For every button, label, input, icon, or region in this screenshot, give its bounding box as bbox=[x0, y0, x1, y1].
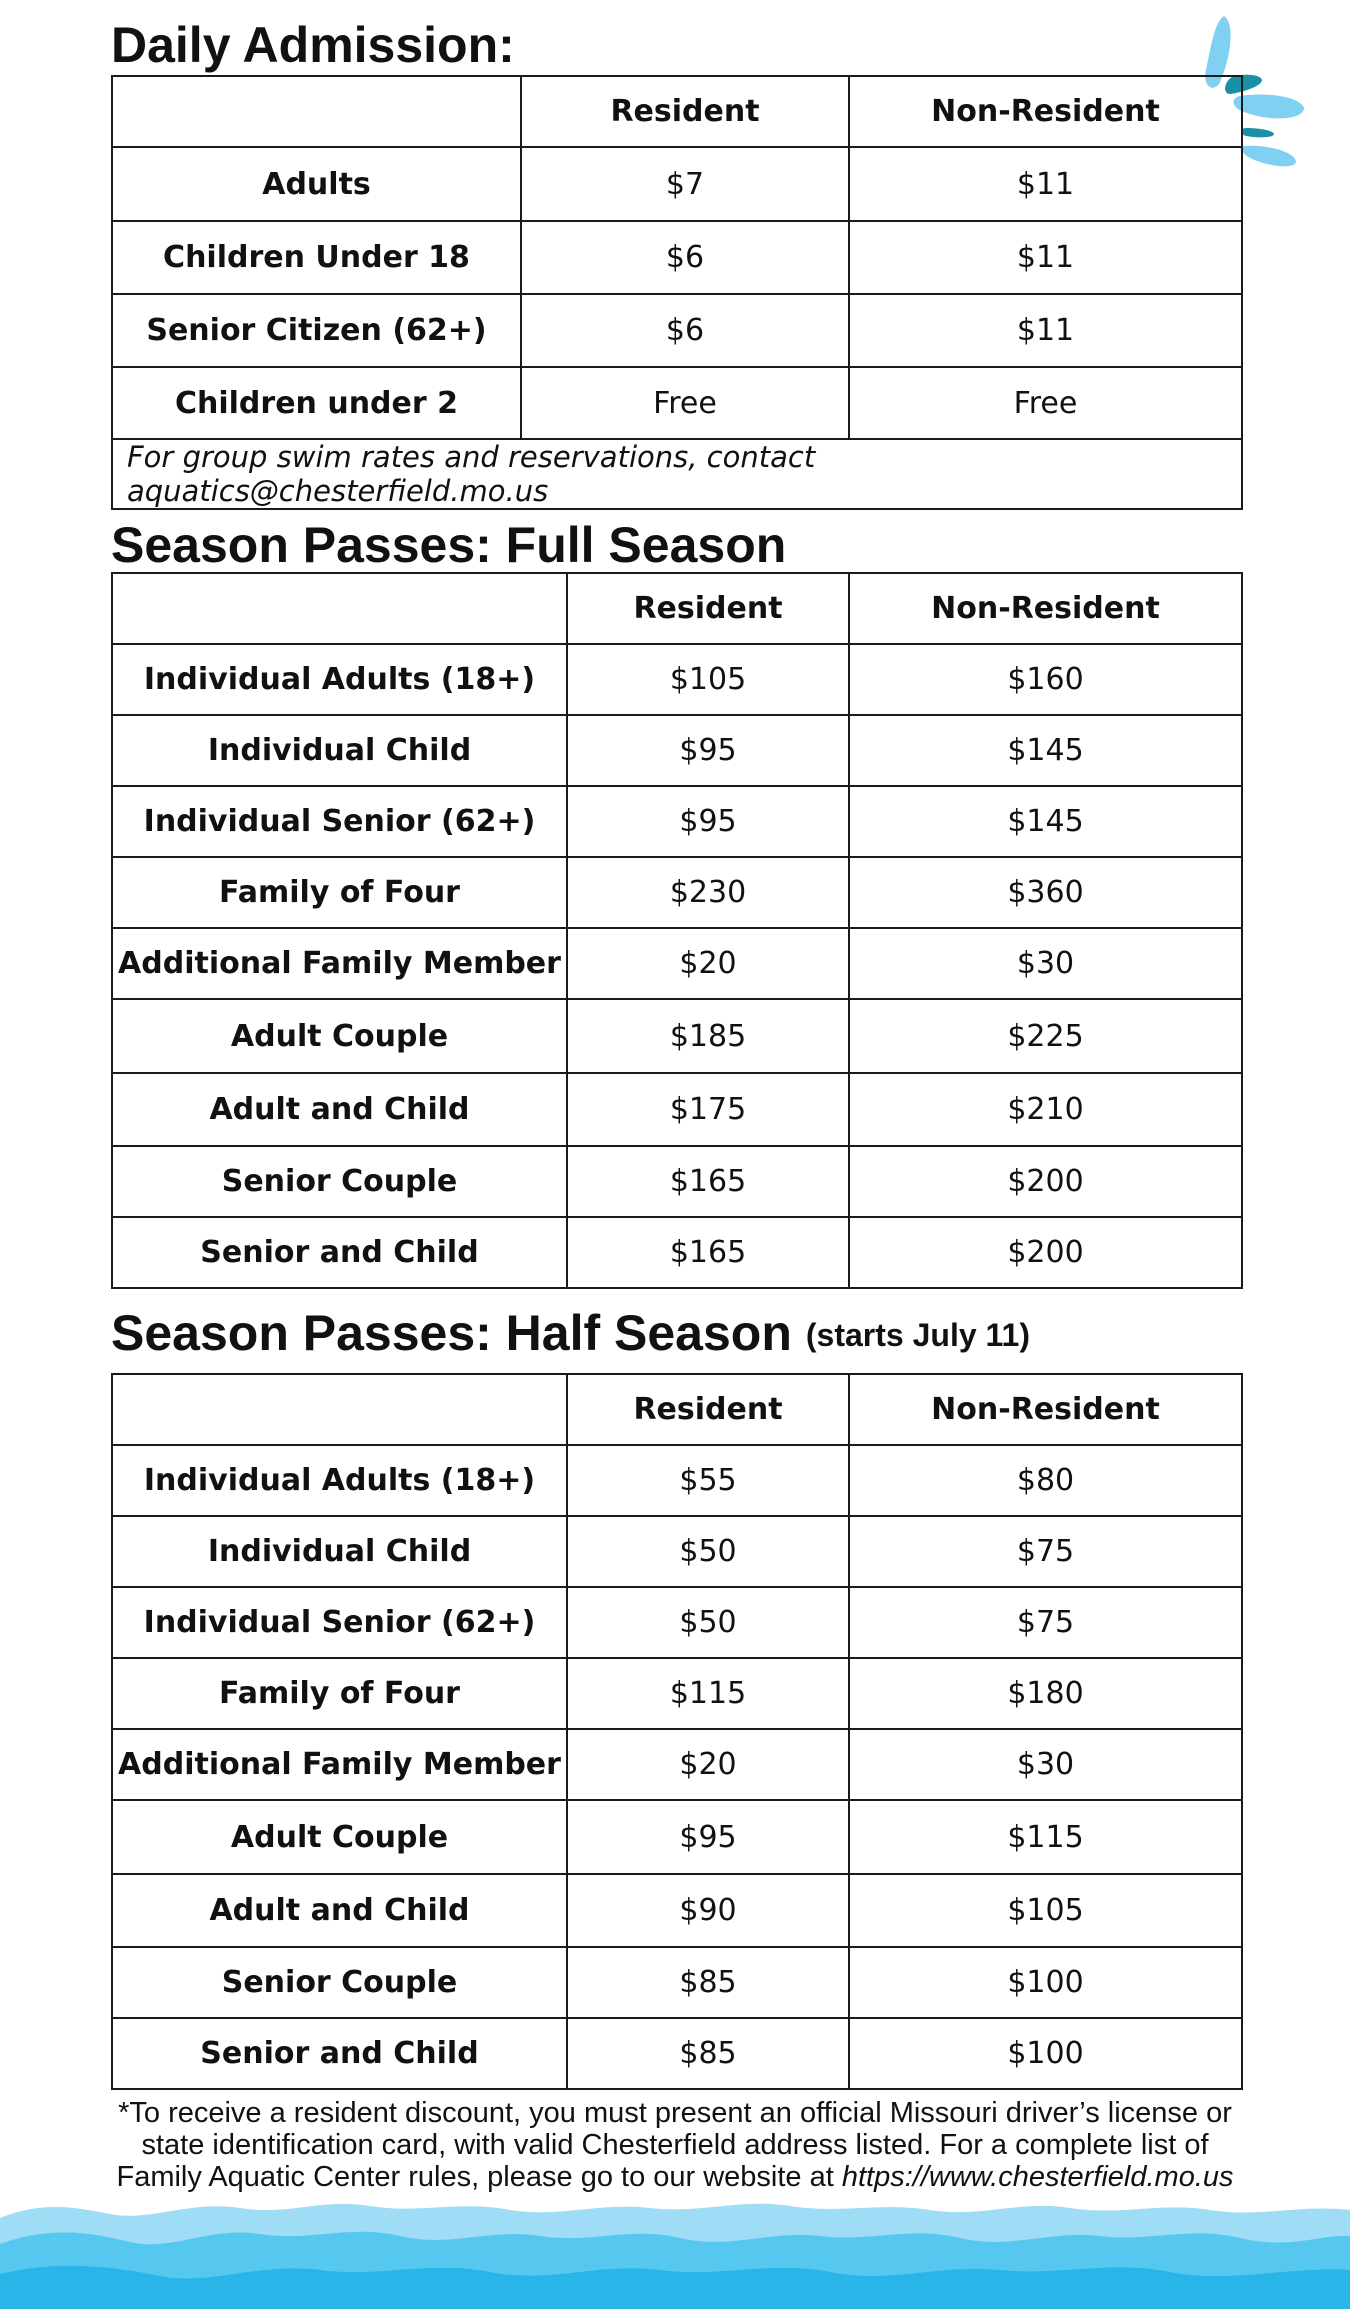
resident-price: $165 bbox=[567, 1217, 849, 1288]
row-label-senior-citizen-62: Senior Citizen (62+) bbox=[112, 294, 521, 367]
non-resident-price: $100 bbox=[849, 1947, 1242, 2018]
resident-price: $6 bbox=[521, 294, 849, 367]
water-waves-decoration bbox=[0, 2196, 1350, 2309]
non-resident-price: $145 bbox=[849, 715, 1242, 786]
table-row bbox=[112, 1516, 1242, 1587]
row-label-individual-senior-62: Individual Senior (62+) bbox=[112, 786, 567, 857]
table-row bbox=[112, 1874, 1242, 1947]
row-label-individual-adults-18: Individual Adults (18+) bbox=[112, 644, 567, 715]
resident-price: $85 bbox=[567, 1947, 849, 2018]
non-resident-price: $100 bbox=[849, 2018, 1242, 2089]
row-label-senior-couple: Senior Couple bbox=[112, 1146, 567, 1217]
table-row bbox=[112, 1587, 1242, 1658]
table-row bbox=[112, 1658, 1242, 1729]
header-blank-cell bbox=[112, 573, 567, 644]
resident-price: $85 bbox=[567, 2018, 849, 2089]
table-row bbox=[112, 147, 1242, 221]
resident-price: $55 bbox=[567, 1445, 849, 1516]
non-resident-price: $115 bbox=[849, 1800, 1242, 1874]
non-resident-price: $80 bbox=[849, 1445, 1242, 1516]
resident-price: $20 bbox=[567, 1729, 849, 1800]
table-header-row bbox=[112, 76, 1242, 147]
non-resident-price: $30 bbox=[849, 928, 1242, 999]
row-label-senior-and-child: Senior and Child bbox=[112, 1217, 567, 1288]
row-label-senior-and-child: Senior and Child bbox=[112, 2018, 567, 2089]
row-label-family-of-four: Family of Four bbox=[112, 1658, 567, 1729]
resident-price: $50 bbox=[567, 1516, 849, 1587]
resident-price: $165 bbox=[567, 1146, 849, 1217]
row-label-individual-senior-62: Individual Senior (62+) bbox=[112, 1587, 567, 1658]
row-label-adult-couple: Adult Couple bbox=[112, 1800, 567, 1874]
table-row bbox=[112, 999, 1242, 1073]
non-resident-price: $11 bbox=[849, 221, 1242, 294]
resident-price: $185 bbox=[567, 999, 849, 1073]
row-label-individual-child: Individual Child bbox=[112, 1516, 567, 1587]
table-row bbox=[112, 221, 1242, 294]
non-resident-price: $360 bbox=[849, 857, 1242, 928]
non-resident-price: $160 bbox=[849, 644, 1242, 715]
resident-price: $95 bbox=[567, 1800, 849, 1874]
table-row bbox=[112, 1217, 1242, 1288]
table-row bbox=[112, 715, 1242, 786]
website-link[interactable]: https://www.chesterfield.mo.us bbox=[841, 2161, 1234, 2193]
non-resident-price: $30 bbox=[849, 1729, 1242, 1800]
resident-discount-footnote bbox=[100, 2097, 1250, 2193]
resident-price: $105 bbox=[567, 644, 849, 715]
half-season-title bbox=[111, 1305, 1030, 1361]
resident-price: $50 bbox=[567, 1587, 849, 1658]
row-label-senior-couple: Senior Couple bbox=[112, 1947, 567, 2018]
table-row bbox=[112, 644, 1242, 715]
resident-price: $175 bbox=[567, 1073, 849, 1146]
table-row bbox=[112, 1445, 1242, 1516]
header-blank-cell bbox=[112, 1374, 567, 1445]
resident-price: $7 bbox=[521, 147, 849, 221]
row-label-adult-and-child: Adult and Child bbox=[112, 1874, 567, 1947]
non-resident-price: $200 bbox=[849, 1146, 1242, 1217]
table-row bbox=[112, 1729, 1242, 1800]
table-row bbox=[112, 857, 1242, 928]
daily-admission-table bbox=[111, 75, 1243, 510]
row-label-additional-family-member: Additional Family Member bbox=[112, 1729, 567, 1800]
non-resident-price: $145 bbox=[849, 786, 1242, 857]
table-row bbox=[112, 367, 1242, 439]
resident-price: Free bbox=[521, 367, 849, 439]
non-resident-price: $225 bbox=[849, 999, 1242, 1073]
table-row bbox=[112, 928, 1242, 999]
header-non-resident: Non-Resident bbox=[849, 76, 1242, 147]
resident-price: $95 bbox=[567, 786, 849, 857]
non-resident-price: $75 bbox=[849, 1516, 1242, 1587]
full-season-title: Season Passes: Full Season bbox=[111, 517, 787, 573]
table-note-row bbox=[112, 439, 1242, 509]
row-label-individual-adults-18: Individual Adults (18+) bbox=[112, 1445, 567, 1516]
table-row bbox=[112, 1800, 1242, 1874]
table-header-row bbox=[112, 1374, 1242, 1445]
non-resident-price: Free bbox=[849, 367, 1242, 439]
table-row bbox=[112, 786, 1242, 857]
resident-price: $20 bbox=[567, 928, 849, 999]
footnote-text: *To receive a resident discount, you must present an official Missouri driver’s license or state identification card, with valid Chesterfield address listed. For a complete list of Family Aquatic Center rules, please go to our website at bbox=[116, 2097, 1232, 2193]
header-resident: Resident bbox=[521, 76, 849, 147]
row-label-children-under-18: Children Under 18 bbox=[112, 221, 521, 294]
header-resident: Resident bbox=[567, 573, 849, 644]
half-season-title-text: Season Passes: Half Season bbox=[111, 1305, 792, 1361]
daily-admission-title: Daily Admission: bbox=[111, 17, 515, 73]
row-label-individual-child: Individual Child bbox=[112, 715, 567, 786]
row-label-additional-family-member: Additional Family Member bbox=[112, 928, 567, 999]
full-season-table bbox=[111, 572, 1243, 1289]
header-non-resident: Non-Resident bbox=[849, 1374, 1242, 1445]
non-resident-price: $105 bbox=[849, 1874, 1242, 1947]
non-resident-price: $200 bbox=[849, 1217, 1242, 1288]
resident-price: $95 bbox=[567, 715, 849, 786]
table-header-row bbox=[112, 573, 1242, 644]
header-non-resident: Non-Resident bbox=[849, 573, 1242, 644]
table-row bbox=[112, 1073, 1242, 1146]
half-season-table bbox=[111, 1373, 1243, 2090]
resident-price: $230 bbox=[567, 857, 849, 928]
row-label-adults: Adults bbox=[112, 147, 521, 221]
row-label-adult-and-child: Adult and Child bbox=[112, 1073, 567, 1146]
header-blank-cell bbox=[112, 76, 521, 147]
resident-price: $90 bbox=[567, 1874, 849, 1947]
row-label-adult-couple: Adult Couple bbox=[112, 999, 567, 1073]
non-resident-price: $180 bbox=[849, 1658, 1242, 1729]
table-row bbox=[112, 294, 1242, 367]
row-label-family-of-four: Family of Four bbox=[112, 857, 567, 928]
non-resident-price: $210 bbox=[849, 1073, 1242, 1146]
table-row bbox=[112, 1947, 1242, 2018]
non-resident-price: $11 bbox=[849, 147, 1242, 221]
row-label-children-under-2: Children under 2 bbox=[112, 367, 521, 439]
table-row bbox=[112, 1146, 1242, 1217]
non-resident-price: $75 bbox=[849, 1587, 1242, 1658]
header-resident: Resident bbox=[567, 1374, 849, 1445]
non-resident-price: $11 bbox=[849, 294, 1242, 367]
resident-price: $6 bbox=[521, 221, 849, 294]
resident-price: $115 bbox=[567, 1658, 849, 1729]
group-rates-note: For group swim rates and reservations, contact aquatics@chesterfield.mo.us bbox=[112, 439, 1242, 509]
half-season-subtitle: (starts July 11) bbox=[805, 1317, 1030, 1353]
table-row bbox=[112, 2018, 1242, 2089]
